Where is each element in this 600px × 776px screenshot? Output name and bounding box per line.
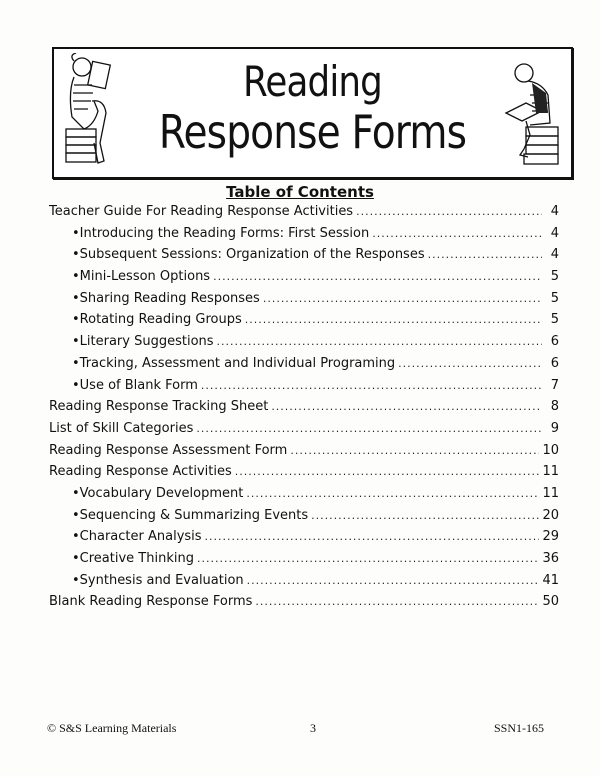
toc-entry (49, 508, 559, 530)
toc-entry-label: •Synthesis and Evaluation (72, 572, 244, 588)
toc-entry (49, 247, 559, 269)
toc-entry-label: Reading Response Tracking Sheet (49, 399, 269, 415)
toc-entry (49, 486, 559, 508)
toc-entry (49, 594, 559, 616)
dot-leader (196, 422, 542, 435)
toc-entry-page: 7 (550, 377, 559, 393)
toc-entry-label: •Creative Thinking (72, 551, 194, 566)
dot-leader (372, 227, 542, 240)
toc-entry-label: •Use of Blank Form (72, 377, 198, 393)
toc-entry (49, 573, 559, 595)
toc-entry-label: •Introducing the Reading Forms: First Session (72, 225, 370, 241)
dot-leader (217, 335, 542, 348)
toc-entry (49, 464, 559, 486)
toc-entry-label: •Tracking, Assessment and Individual Programing (72, 355, 396, 371)
toc-entry-page: 11 (542, 485, 559, 501)
toc-entry-label: •Subsequent Sessions: Organization of the Responses (72, 247, 425, 263)
toc-entry-page: 9 (550, 420, 559, 436)
toc-entry (49, 529, 559, 551)
dot-leader (398, 357, 542, 370)
toc-entry-page: 41 (542, 572, 559, 588)
document-title-line2: Response Forms (158, 105, 467, 159)
toc-entry (49, 421, 559, 443)
footer-copyright: © S&S Learning Materials (47, 721, 177, 735)
toc-entry-page: 4 (550, 204, 559, 219)
toc-entry-label: •Vocabulary Development (72, 485, 244, 501)
dot-leader (205, 530, 540, 543)
toc-entry (49, 204, 559, 226)
toc-entry (49, 226, 559, 248)
dot-leader (255, 595, 539, 608)
dot-leader (197, 552, 539, 565)
dot-leader (247, 574, 540, 587)
toc-entry (49, 551, 559, 573)
toc-entry-page: 4 (550, 247, 559, 263)
toc-entry-label: •Literary Suggestions (72, 334, 214, 350)
toc-entry-page: 4 (550, 225, 559, 241)
toc-entry-page: 10 (542, 442, 559, 458)
toc-entry-page: 20 (542, 507, 559, 523)
toc-entry-page: 6 (550, 355, 559, 371)
toc-entry-page: 11 (542, 464, 559, 480)
toc-entry-label: List of Skill Categories (49, 420, 194, 436)
toc-entry-page: 6 (550, 334, 559, 350)
toc-entry-label: •Sharing Reading Responses (72, 290, 260, 306)
toc-entry-label: •Mini-Lesson Options (72, 269, 211, 285)
dot-leader (290, 444, 539, 457)
toc-entry-page: 8 (550, 399, 559, 415)
toc-entry-page: 5 (550, 290, 559, 306)
dot-leader (311, 509, 539, 522)
table-of-contents (49, 204, 559, 616)
toc-entry-page: 5 (550, 269, 559, 285)
boy-reading-on-books-icon (502, 55, 566, 173)
dot-leader (245, 313, 542, 326)
toc-entry-page: 50 (542, 594, 559, 610)
toc-entry (49, 378, 559, 400)
title-banner (52, 47, 573, 179)
toc-entry (49, 443, 559, 465)
toc-entry (49, 291, 559, 313)
toc-entry-label: Blank Reading Response Forms (49, 594, 253, 610)
toc-entry-label: Reading Response Activities (49, 464, 232, 480)
dot-leader (356, 205, 542, 218)
dot-leader (428, 248, 542, 261)
toc-entry-page: 29 (542, 529, 559, 545)
toc-entry (49, 312, 559, 334)
toc-entry-label: •Sequencing & Summarizing Events (72, 507, 309, 523)
toc-heading: Table of Contents (226, 183, 374, 201)
toc-entry-label: •Character Analysis (72, 529, 202, 545)
toc-entry-page: 5 (550, 312, 559, 328)
dot-leader (235, 465, 540, 478)
toc-entry (49, 269, 559, 291)
toc-entry-label: Reading Response Assessment Form (49, 442, 288, 458)
toc-entry (49, 399, 559, 421)
footer-page-number: 3 (310, 721, 316, 735)
toc-entry (49, 334, 559, 356)
dot-leader (201, 379, 542, 392)
toc-entry (49, 356, 559, 378)
toc-entry-label: •Rotating Reading Groups (72, 312, 242, 328)
dot-leader (263, 292, 542, 305)
document-title-line1: Reading (243, 57, 382, 106)
dot-leader (213, 270, 542, 283)
toc-entry-label: Teacher Guide For Reading Response Activities (49, 204, 354, 219)
footer-product-code: SSN1-165 (494, 721, 545, 735)
dot-leader (271, 400, 542, 413)
toc-entry-page: 36 (542, 551, 559, 566)
dot-leader (246, 487, 539, 500)
